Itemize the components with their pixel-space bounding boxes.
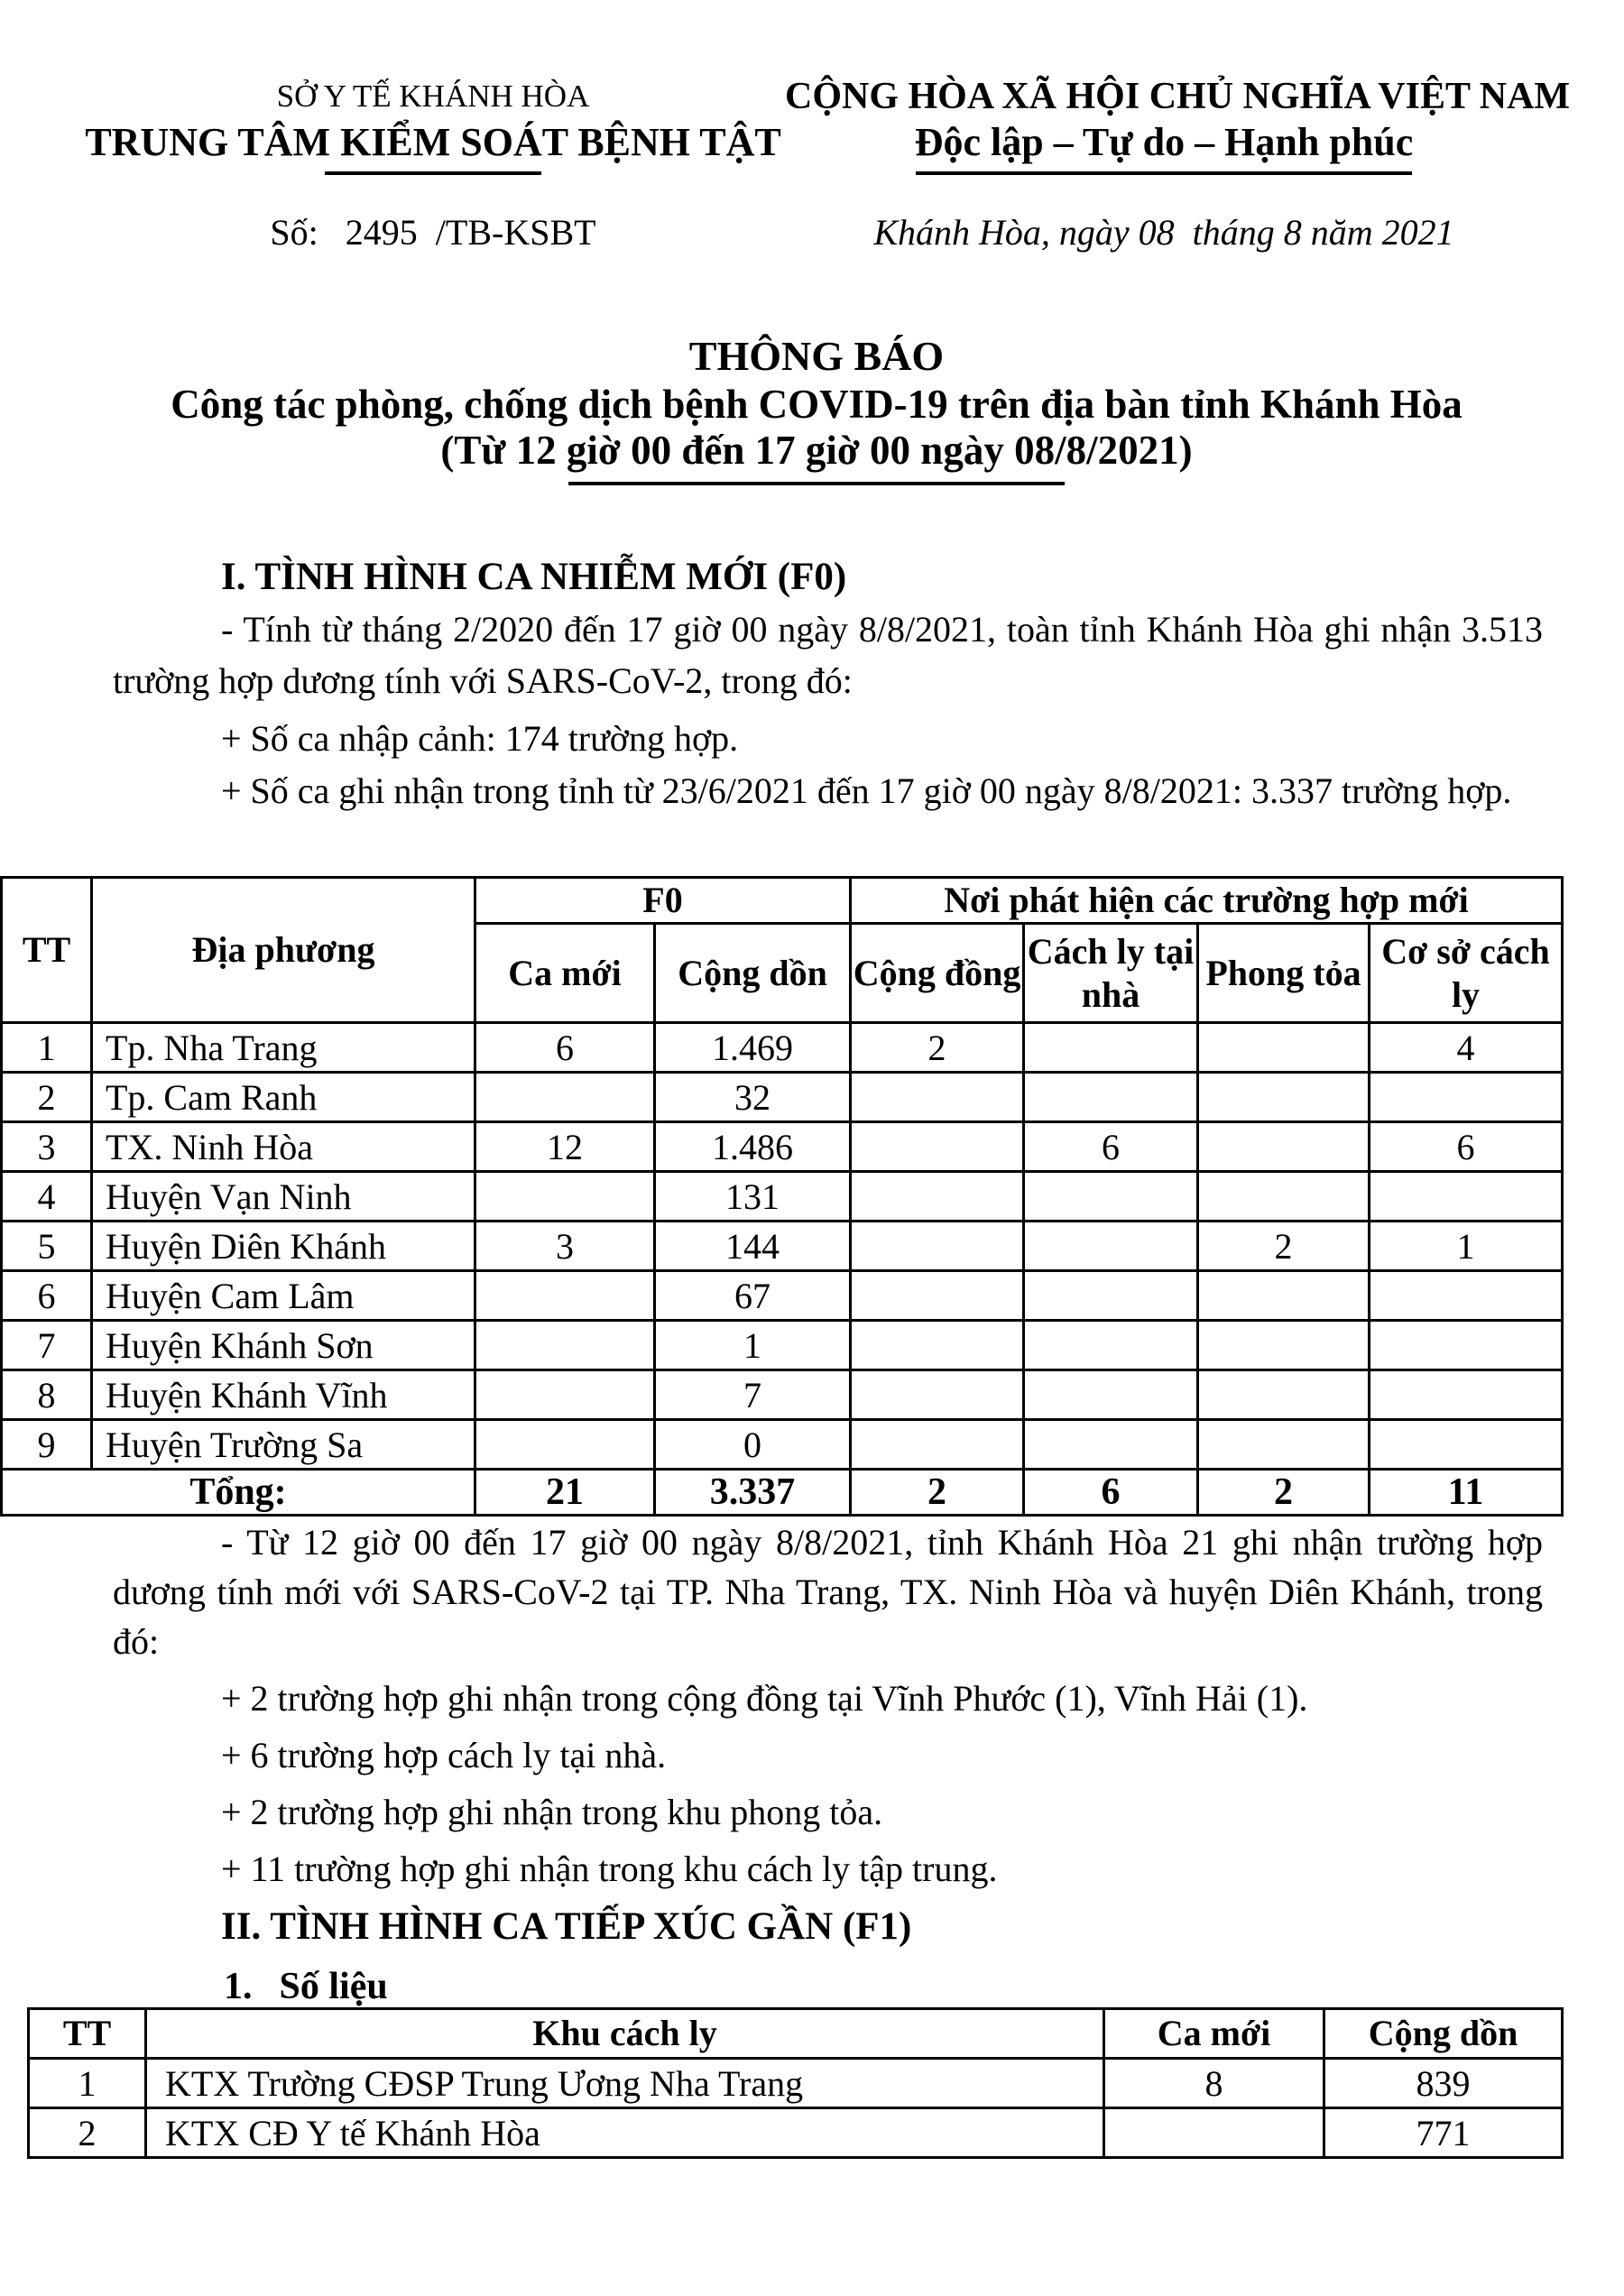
cell-quarantine-facility — [1370, 1420, 1563, 1470]
cell-community: 2 — [851, 1023, 1024, 1073]
cell-new-cases: 12 — [475, 1122, 655, 1172]
col-header-quarantine-area: Khu cách ly — [146, 2009, 1104, 2059]
table-total-row — [2, 1470, 1563, 1516]
cell-community — [851, 1122, 1024, 1172]
cell-new-cases: 6 — [475, 1023, 655, 1073]
cell-quarantine-facility — [1370, 1271, 1563, 1321]
table-row — [2, 1271, 1563, 1321]
cell-tt: 5 — [2, 1222, 92, 1271]
cell-tt: 2 — [29, 2108, 146, 2158]
cell-lockdown — [1198, 1023, 1370, 1073]
section-1-summary-and-section-2 — [113, 1517, 1543, 2011]
cell-lockdown — [1198, 1122, 1370, 1172]
cell-new-cases — [475, 1321, 655, 1370]
col-header-community: Cộng đồng — [851, 924, 1024, 1023]
cell-tt: 4 — [2, 1172, 92, 1222]
col-header-cumulative: Cộng dồn — [655, 924, 851, 1023]
national-title: CỘNG HÒA XÃ HỘI CHỦ NGHĨA VIỆT NAM — [785, 76, 1571, 117]
cell-new-cases — [1104, 2108, 1324, 2158]
issuing-org-block — [72, 74, 794, 254]
cell-new-cases — [475, 1073, 655, 1122]
cell-community — [851, 1420, 1024, 1470]
total-lockdown: 2 — [1198, 1470, 1370, 1516]
table-row — [2, 1321, 1563, 1370]
cell-home-quarantine — [1024, 1321, 1198, 1370]
col-header-new-cases: Ca mới — [1104, 2009, 1324, 2059]
cell-quarantine-facility — [1370, 1321, 1563, 1370]
document-number: Số: 2495 /TB-KSBT — [270, 212, 596, 253]
total-quarantine-facility: 11 — [1370, 1470, 1563, 1516]
cell-community — [851, 1370, 1024, 1420]
national-motto: Độc lập – Tự do – Hạnh phúc — [914, 120, 1414, 164]
col-header-lockdown: Phong tỏa — [1198, 924, 1370, 1023]
cell-cumulative: 131 — [655, 1172, 851, 1222]
col-group-detection-place: Nơi phát hiện các trường hợp mới — [851, 878, 1563, 924]
national-motto-block — [785, 74, 1571, 254]
table-row — [2, 1172, 1563, 1222]
cell-community — [851, 1321, 1024, 1370]
cell-cumulative: 1.486 — [655, 1122, 851, 1172]
cell-home-quarantine — [1024, 1271, 1198, 1321]
col-header-locality: Địa phương — [92, 878, 475, 1023]
cell-cumulative: 7 — [655, 1370, 851, 1420]
org-name: TRUNG TÂM KIỂM SOÁT BỆNH TẬT — [85, 120, 781, 164]
cell-quarantine-facility — [1370, 1172, 1563, 1222]
total-home-quarantine: 6 — [1024, 1470, 1198, 1516]
org-underline — [325, 171, 541, 175]
f1-quarantine-table — [27, 2007, 1564, 2159]
summary-bullet-1: + 2 trường hợp ghi nhận trong cộng đồng tại Vĩnh Phước (1), Vĩnh Hải (1). — [221, 1678, 1308, 1719]
cell-home-quarantine — [1024, 1073, 1198, 1122]
col-header-tt: TT — [29, 2009, 146, 2059]
cell-quarantine-facility: 4 — [1370, 1023, 1563, 1073]
cell-quarantine-area: KTX CĐ Y tế Khánh Hòa — [146, 2108, 1104, 2158]
col-header-quarantine-facility: Cơ sở cách ly — [1370, 924, 1563, 1023]
f0-by-locality-table — [0, 876, 1564, 1517]
cell-lockdown — [1198, 1172, 1370, 1222]
title-underline — [568, 482, 1065, 485]
cell-tt: 2 — [2, 1073, 92, 1122]
cell-quarantine-facility: 6 — [1370, 1122, 1563, 1172]
table-row — [2, 1023, 1563, 1073]
cell-locality: Huyện Cam Lâm — [92, 1271, 475, 1321]
cell-lockdown — [1198, 1321, 1370, 1370]
total-cumulative: 3.337 — [655, 1470, 851, 1516]
cell-home-quarantine — [1024, 1370, 1198, 1420]
doc-period: (Từ 12 giờ 00 đến 17 giờ 00 ngày 08/8/2021) — [440, 428, 1193, 473]
cell-cumulative: 1 — [655, 1321, 851, 1370]
section-2-subheading — [113, 1962, 1543, 2011]
col-group-f0: F0 — [475, 878, 851, 924]
cell-home-quarantine — [1024, 1023, 1198, 1073]
cell-tt: 6 — [2, 1271, 92, 1321]
section-1-bullet-1: + Số ca nhập cảnh: 174 trường hợp. — [221, 718, 739, 759]
cell-locality: Huyện Khánh Vĩnh — [92, 1370, 475, 1420]
cell-tt: 3 — [2, 1122, 92, 1172]
cell-home-quarantine — [1024, 1222, 1198, 1271]
cell-community — [851, 1271, 1024, 1321]
cell-community — [851, 1222, 1024, 1271]
cell-lockdown — [1198, 1420, 1370, 1470]
table-row — [2, 1370, 1563, 1420]
summary-bullet-3: + 2 trường hợp ghi nhận trong khu phong tỏa. — [221, 1792, 883, 1832]
cell-community — [851, 1073, 1024, 1122]
cell-tt: 1 — [29, 2059, 146, 2108]
table-row — [2, 1122, 1563, 1172]
doc-title: THÔNG BÁO — [688, 333, 945, 379]
col-header-cumulative: Cộng dồn — [1324, 2009, 1563, 2059]
cell-new-cases — [475, 1370, 655, 1420]
col-header-new-cases: Ca mới — [475, 924, 655, 1023]
cell-locality: Huyện Diên Khánh — [92, 1222, 475, 1271]
table-row — [29, 2059, 1563, 2108]
total-label: Tổng: — [2, 1470, 475, 1516]
table-row — [2, 1420, 1563, 1470]
motto-underline — [916, 171, 1412, 175]
total-community: 2 — [851, 1470, 1024, 1516]
cell-quarantine-facility: 1 — [1370, 1222, 1563, 1271]
cell-lockdown — [1198, 1271, 1370, 1321]
cell-cumulative: 771 — [1324, 2108, 1563, 2158]
cell-locality: Huyện Trường Sa — [92, 1420, 475, 1470]
cell-lockdown — [1198, 1073, 1370, 1122]
cell-home-quarantine: 6 — [1024, 1122, 1198, 1172]
cell-cumulative: 32 — [655, 1073, 851, 1122]
cell-lockdown: 2 — [1198, 1222, 1370, 1271]
subheading-text: Số liệu — [279, 1966, 388, 2007]
table-header-row — [29, 2009, 1563, 2059]
cell-cumulative: 1.469 — [655, 1023, 851, 1073]
cell-locality: Huyện Khánh Sơn — [92, 1321, 475, 1370]
doc-subtitle: Công tác phòng, chống dịch bệnh COVID-19 trên địa bàn tỉnh Khánh Hòa — [171, 382, 1463, 427]
section-1-paragraph: - Tính từ tháng 2/2020 đến 17 giờ 00 ngày 8/8/2021, toàn tỉnh Khánh Hòa ghi nhận 3.513 trường hợp dương tính với SARS-CoV-2, trong đó: — [113, 609, 1543, 701]
col-header-tt: TT — [2, 878, 92, 1023]
cell-tt: 8 — [2, 1370, 92, 1420]
cell-new-cases: 8 — [1104, 2059, 1324, 2108]
summary-bullet-2: + 6 trường hợp cách ly tại nhà. — [221, 1735, 667, 1775]
cell-new-cases — [475, 1420, 655, 1470]
cell-home-quarantine — [1024, 1172, 1198, 1222]
cell-tt: 9 — [2, 1420, 92, 1470]
cell-cumulative: 144 — [655, 1222, 851, 1271]
org-parent-name: SỞ Y TẾ KHÁNH HÒA — [276, 78, 590, 114]
cell-quarantine-area: KTX Trường CĐSP Trung Ương Nha Trang — [146, 2059, 1104, 2108]
section-1-bullet-2: + Số ca ghi nhận trong tỉnh từ 23/6/2021 đến 17 giờ 00 ngày 8/8/2021: 3.337 trường hợp. — [221, 770, 1512, 811]
col-header-home-quarantine: Cách ly tại nhà — [1024, 924, 1198, 1023]
cell-tt: 7 — [2, 1321, 92, 1370]
cell-new-cases: 3 — [475, 1222, 655, 1271]
cell-new-cases — [475, 1172, 655, 1222]
document-title-block — [99, 332, 1534, 485]
section-1 — [113, 552, 1543, 816]
summary-bullet-4: + 11 trường hợp ghi nhận trong khu cách ly tập trung. — [221, 1849, 998, 1889]
cell-new-cases — [475, 1271, 655, 1321]
table-row — [2, 1222, 1563, 1271]
cell-home-quarantine — [1024, 1420, 1198, 1470]
cell-lockdown — [1198, 1370, 1370, 1420]
cell-tt: 1 — [2, 1023, 92, 1073]
subheading-number: 1. — [224, 1966, 253, 2007]
cell-cumulative: 0 — [655, 1420, 851, 1470]
cell-cumulative: 839 — [1324, 2059, 1563, 2108]
cell-locality: TX. Ninh Hòa — [92, 1122, 475, 1172]
cell-community — [851, 1172, 1024, 1222]
section-2-heading: II. TÌNH HÌNH CA TIẾP XÚC GẦN (F1) — [221, 1905, 912, 1948]
table-row — [2, 1073, 1563, 1122]
cell-cumulative: 67 — [655, 1271, 851, 1321]
table-row — [29, 2108, 1563, 2158]
total-new-cases: 21 — [475, 1470, 655, 1516]
cell-locality: Tp. Nha Trang — [92, 1023, 475, 1073]
table-header-row — [2, 878, 1563, 924]
cell-quarantine-facility — [1370, 1370, 1563, 1420]
cell-locality: Tp. Cam Ranh — [92, 1073, 475, 1122]
after-table-paragraph: - Từ 12 giờ 00 đến 17 giờ 00 ngày 8/8/2021, tỉnh Khánh Hòa 21 ghi nhận trường hợp dương tính mới với SARS-CoV-2 tại TP. Nha Trang, TX. Ninh Hòa và huyện Diên Khánh, trong đó: — [113, 1522, 1543, 1662]
cell-quarantine-facility — [1370, 1073, 1563, 1122]
place-date-line: Khánh Hòa, ngày 08 tháng 8 năm 2021 — [873, 212, 1454, 253]
cell-locality: Huyện Vạn Ninh — [92, 1172, 475, 1222]
section-1-heading: I. TÌNH HÌNH CA NHIỄM MỚI (F0) — [221, 556, 847, 598]
